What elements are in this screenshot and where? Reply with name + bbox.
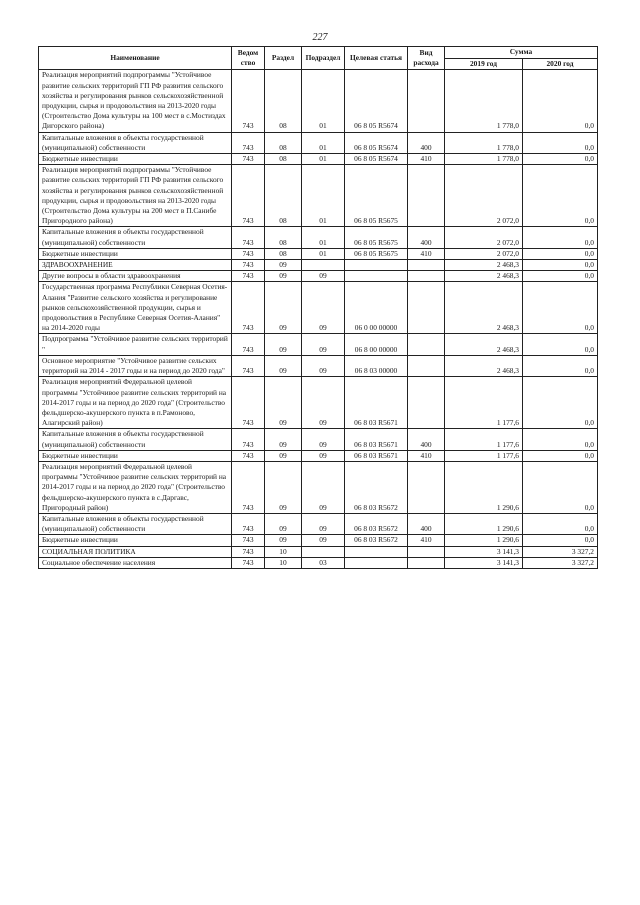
row-vid: [408, 271, 445, 282]
table-row: [39, 355, 598, 376]
row-razdel: 09: [265, 377, 302, 429]
row-vedomstvo: 743: [232, 248, 265, 259]
header-row: [39, 47, 598, 59]
row-statya: 06 8 03 R5671: [345, 429, 408, 450]
row-statya: 06 8 03 R5672: [345, 535, 408, 546]
row-podrazdel: 09: [302, 355, 345, 376]
row-vid: 410: [408, 248, 445, 259]
row-razdel: 09: [265, 282, 302, 334]
row-statya: 06 8 05 R5675: [345, 165, 408, 227]
row-vid: 400: [408, 132, 445, 153]
row-razdel: 08: [265, 227, 302, 248]
row-vid: [408, 355, 445, 376]
row-amount-2020: 0,0: [523, 154, 598, 165]
row-amount-2020: 0,0: [523, 271, 598, 282]
row-statya: 06 8 05 R5674: [345, 132, 408, 153]
row-podrazdel: 09: [302, 513, 345, 534]
row-razdel: 08: [265, 70, 302, 132]
row-podrazdel: 01: [302, 132, 345, 153]
row-vid: 410: [408, 450, 445, 461]
row-amount-2019: 1 290,6: [445, 461, 523, 513]
table-row: [39, 132, 598, 153]
row-name: Капитальные вложения в объекты государственной (муниципальной) собственности: [39, 227, 232, 248]
row-razdel: 09: [265, 260, 302, 271]
row-statya: 06 8 05 R5674: [345, 70, 408, 132]
row-vedomstvo: 743: [232, 227, 265, 248]
row-amount-2019: 1 290,6: [445, 513, 523, 534]
header-statya: Целевая статья: [345, 47, 408, 70]
row-vedomstvo: 743: [232, 355, 265, 376]
row-vid: 400: [408, 227, 445, 248]
row-amount-2020: 0,0: [523, 260, 598, 271]
row-razdel: 10: [265, 546, 302, 557]
table-row: [39, 377, 598, 429]
header-razdel: Раздел: [265, 47, 302, 70]
row-amount-2019: 1 177,6: [445, 450, 523, 461]
row-amount-2019: 2 072,0: [445, 165, 523, 227]
row-podrazdel: 01: [302, 227, 345, 248]
row-name: Социальное обеспечение населения: [39, 557, 232, 568]
row-amount-2020: 0,0: [523, 513, 598, 534]
row-statya: [345, 546, 408, 557]
row-podrazdel: 01: [302, 70, 345, 132]
row-razdel: 09: [265, 513, 302, 534]
row-amount-2020: 0,0: [523, 461, 598, 513]
row-podrazdel: 09: [302, 429, 345, 450]
row-statya: 06 8 03 R5672: [345, 513, 408, 534]
row-podrazdel: 01: [302, 165, 345, 227]
row-amount-2019: 3 141,3: [445, 557, 523, 568]
row-razdel: 09: [265, 535, 302, 546]
row-razdel: 09: [265, 450, 302, 461]
row-razdel: 09: [265, 334, 302, 355]
row-vid: 400: [408, 513, 445, 534]
row-statya: 06 8 03 R5671: [345, 377, 408, 429]
budget-table: [38, 46, 598, 569]
row-statya: 06 8 05 R5675: [345, 248, 408, 259]
row-amount-2020: 0,0: [523, 377, 598, 429]
row-amount-2020: 0,0: [523, 355, 598, 376]
table-row: [39, 429, 598, 450]
row-vedomstvo: 743: [232, 535, 265, 546]
row-razdel: 09: [265, 429, 302, 450]
row-vedomstvo: 743: [232, 154, 265, 165]
row-podrazdel: 01: [302, 248, 345, 259]
row-name: Капитальные вложения в объекты государственной (муниципальной) собственности: [39, 429, 232, 450]
row-amount-2020: 3 327,2: [523, 546, 598, 557]
table-row: [39, 227, 598, 248]
row-vedomstvo: 743: [232, 461, 265, 513]
row-name: СОЦИАЛЬНАЯ ПОЛИТИКА: [39, 546, 232, 557]
table-row: [39, 557, 598, 568]
row-amount-2020: 0,0: [523, 450, 598, 461]
row-razdel: 09: [265, 461, 302, 513]
table-row: [39, 271, 598, 282]
table-row: [39, 450, 598, 461]
row-name: Реализация мероприятий Федеральной целевой программы "Устойчивое развитие сельских территорий на 2014-2017 годы и на период до 2020 года" (Строительство фельдшерско-акушерского пункта в п.Рамоново, Алагирский район): [39, 377, 232, 429]
table-row: [39, 154, 598, 165]
row-podrazdel: 09: [302, 461, 345, 513]
row-amount-2019: 2 468,3: [445, 334, 523, 355]
row-podrazdel: 01: [302, 154, 345, 165]
row-vid: [408, 70, 445, 132]
row-amount-2020: 0,0: [523, 248, 598, 259]
row-amount-2019: 1 778,0: [445, 132, 523, 153]
row-statya: 06 8 00 00000: [345, 334, 408, 355]
header-year-2020: 2020 год: [523, 58, 598, 70]
table-row: [39, 334, 598, 355]
row-amount-2019: 2 468,3: [445, 260, 523, 271]
row-name: Бюджетные инвестиции: [39, 450, 232, 461]
row-name: Реализация мероприятий Федеральной целевой программы "Устойчивое развитие сельских территорий на 2014-2017 годы и на период до 2020 года" (Строительство фельдшерско-акушерского пункта в с.Даргавс, Пригородный район): [39, 461, 232, 513]
row-vedomstvo: 743: [232, 557, 265, 568]
row-amount-2020: 0,0: [523, 132, 598, 153]
row-amount-2020: 0,0: [523, 535, 598, 546]
row-name: Реализация мероприятий подпрограммы "Устойчивое развитие сельских территорий ГП РФ развития сельского хозяйства и регулирования рынков сельскохозяйственной продукции, сырья и продовольствия на 2013-2020 годы (Строительство Дома культуры на 200 мест в П.Санибе Пригородного района): [39, 165, 232, 227]
row-vid: [408, 546, 445, 557]
row-razdel: 08: [265, 248, 302, 259]
row-amount-2019: 1 290,6: [445, 535, 523, 546]
row-amount-2020: 0,0: [523, 227, 598, 248]
row-amount-2020: 0,0: [523, 282, 598, 334]
row-name: Основное мероприятие "Устойчивое развитие сельских территорий на 2014 - 2017 годы и на период до 2020 года": [39, 355, 232, 376]
table-body: [39, 70, 598, 569]
row-podrazdel: 09: [302, 271, 345, 282]
row-amount-2019: 1 177,6: [445, 429, 523, 450]
row-statya: 06 8 03 R5672: [345, 461, 408, 513]
row-vedomstvo: 743: [232, 271, 265, 282]
header-summa: Сумма: [445, 47, 598, 59]
row-vedomstvo: 743: [232, 334, 265, 355]
row-statya: 06 8 03 R5671: [345, 450, 408, 461]
header-vid: Вид расхода: [408, 47, 445, 70]
table-row: [39, 165, 598, 227]
row-name: ЗДРАВООХРАНЕНИЕ: [39, 260, 232, 271]
row-podrazdel: 03: [302, 557, 345, 568]
row-statya: [345, 260, 408, 271]
row-name: Капитальные вложения в объекты государственной (муниципальной) собственности: [39, 513, 232, 534]
row-name: Государственная программа Республики Северная Осетия-Алания "Развитие сельского хозяйства и регулирование рынков сельскохозяйственной продукции, сырья и продовольствия в Республике Северная Осетия-Алания" на 2014-2020 годы: [39, 282, 232, 334]
row-vedomstvo: 743: [232, 377, 265, 429]
row-amount-2019: 2 072,0: [445, 248, 523, 259]
row-podrazdel: 09: [302, 334, 345, 355]
row-razdel: 10: [265, 557, 302, 568]
row-name: Другие вопросы в области здравоохранения: [39, 271, 232, 282]
row-vid: [408, 165, 445, 227]
row-podrazdel: [302, 546, 345, 557]
row-vedomstvo: 743: [232, 450, 265, 461]
row-amount-2019: 2 072,0: [445, 227, 523, 248]
row-vedomstvo: 743: [232, 513, 265, 534]
row-razdel: 08: [265, 154, 302, 165]
table-row: [39, 461, 598, 513]
row-name: Подпрограмма "Устойчивое развитие сельских территорий ": [39, 334, 232, 355]
row-vid: [408, 557, 445, 568]
row-vid: [408, 334, 445, 355]
row-podrazdel: 09: [302, 282, 345, 334]
table-row: [39, 282, 598, 334]
row-name: Бюджетные инвестиции: [39, 535, 232, 546]
row-amount-2020: 0,0: [523, 165, 598, 227]
row-amount-2019: 1 778,0: [445, 154, 523, 165]
row-vedomstvo: 743: [232, 546, 265, 557]
row-vid: 410: [408, 154, 445, 165]
row-amount-2020: 0,0: [523, 334, 598, 355]
table-row: [39, 535, 598, 546]
row-razdel: 09: [265, 355, 302, 376]
row-vid: 400: [408, 429, 445, 450]
row-vid: 410: [408, 535, 445, 546]
row-vedomstvo: 743: [232, 132, 265, 153]
row-statya: [345, 557, 408, 568]
table-header: [39, 47, 598, 70]
row-vedomstvo: 743: [232, 165, 265, 227]
row-statya: [345, 271, 408, 282]
row-vid: [408, 461, 445, 513]
row-amount-2019: 3 141,3: [445, 546, 523, 557]
row-statya: 06 8 03 00000: [345, 355, 408, 376]
row-amount-2019: 2 468,3: [445, 355, 523, 376]
table-row: [39, 513, 598, 534]
table-row: [39, 546, 598, 557]
row-razdel: 08: [265, 165, 302, 227]
row-statya: 06 8 05 R5674: [345, 154, 408, 165]
row-amount-2019: 1 778,0: [445, 70, 523, 132]
row-statya: 06 8 05 R5675: [345, 227, 408, 248]
row-razdel: 08: [265, 132, 302, 153]
header-year-2019: 2019 год: [445, 58, 523, 70]
row-amount-2020: 3 327,2: [523, 557, 598, 568]
row-statya: 06 0 00 00000: [345, 282, 408, 334]
row-name: Капитальные вложения в объекты государственной (муниципальной) собственности: [39, 132, 232, 153]
row-vedomstvo: 743: [232, 282, 265, 334]
table-row: [39, 70, 598, 132]
row-vid: [408, 260, 445, 271]
header-podrazdel: Подраздел: [302, 47, 345, 70]
row-razdel: 09: [265, 271, 302, 282]
page-number: 227: [312, 32, 328, 43]
row-name: Бюджетные инвестиции: [39, 248, 232, 259]
row-podrazdel: 09: [302, 377, 345, 429]
table-row: [39, 260, 598, 271]
row-vedomstvo: 743: [232, 429, 265, 450]
row-podrazdel: 09: [302, 450, 345, 461]
header-vedomstvo: Ведом ство: [232, 47, 265, 70]
row-amount-2020: 0,0: [523, 429, 598, 450]
row-vedomstvo: 743: [232, 260, 265, 271]
row-vid: [408, 377, 445, 429]
table-row: [39, 248, 598, 259]
row-podrazdel: [302, 260, 345, 271]
row-name: Реализация мероприятий подпрограммы "Устойчивое развитие сельских территорий ГП РФ развития сельского хозяйства и регулирования рынков сельскохозяйственной продукции, сырья и продовольствия на 2013-2020 годы (Строительство Дома культуры на 100 мест в с.Мостиздах Дигорского района): [39, 70, 232, 132]
row-amount-2019: 2 468,3: [445, 271, 523, 282]
row-name: Бюджетные инвестиции: [39, 154, 232, 165]
row-amount-2020: 0,0: [523, 70, 598, 132]
row-vid: [408, 282, 445, 334]
row-amount-2019: 1 177,6: [445, 377, 523, 429]
row-vedomstvo: 743: [232, 70, 265, 132]
row-podrazdel: 09: [302, 535, 345, 546]
header-name: Наименование: [39, 47, 232, 70]
row-amount-2019: 2 468,3: [445, 282, 523, 334]
